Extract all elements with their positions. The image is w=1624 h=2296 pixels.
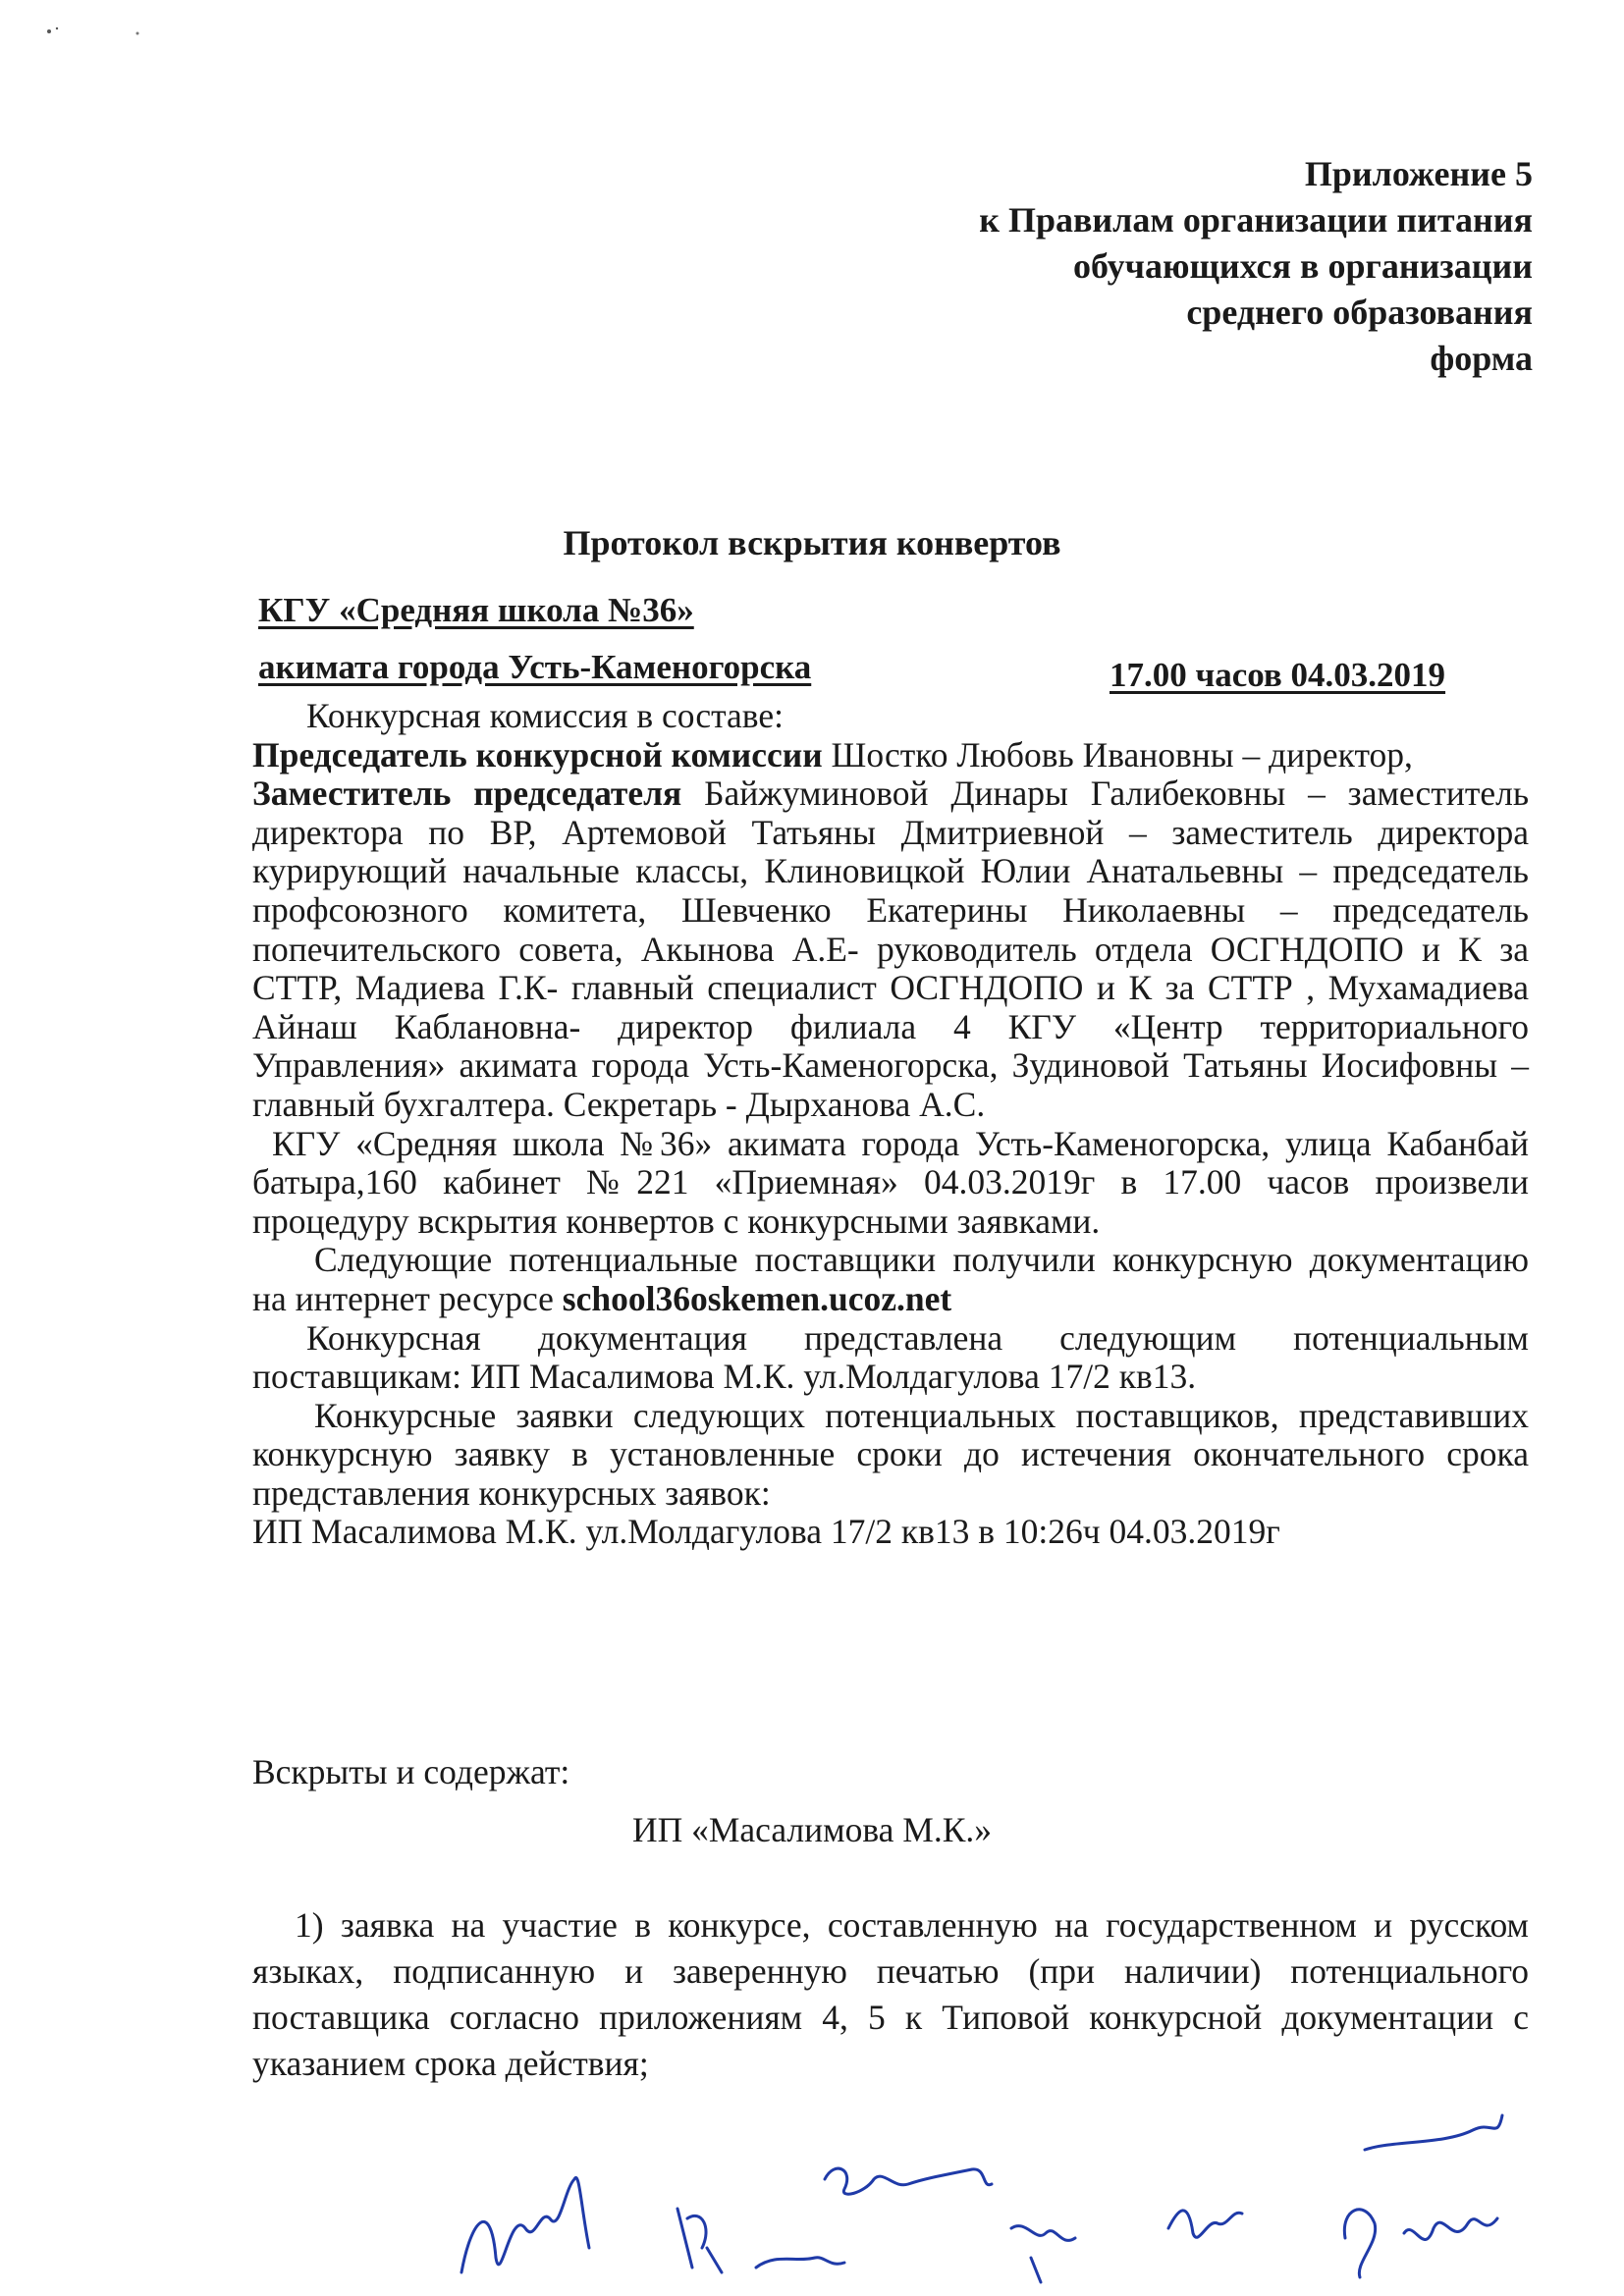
scan-artifact bbox=[39, 20, 177, 49]
opened-label: Вскрыты и содержат: bbox=[252, 1752, 570, 1791]
signature-8 bbox=[1344, 2210, 1497, 2277]
appendix-number: Приложение 5 bbox=[1304, 154, 1533, 193]
organization-akimat: акимата города Усть-Каменогорска bbox=[258, 648, 812, 686]
appendix-form: форма bbox=[1430, 339, 1533, 378]
signatures bbox=[0, 2061, 1624, 2296]
supplier-name: ИП «Масалимова М.К.» bbox=[631, 1810, 993, 1849]
chair-text: Шостко Любовь Ивановны – директор, bbox=[822, 734, 1413, 774]
item-1: 1) заявка на участие в конкурсе, составленную на государственном и русском языках, подписанную и заверенную печатью (при наличии) потенциального поставщика согласно приложениям 4, 5 к Типовой конкурсной документации с указанием срока действия; bbox=[252, 1905, 1529, 2083]
chair-label: Председатель конкурсной комиссии bbox=[252, 734, 823, 774]
commission-members bbox=[252, 736, 1529, 1125]
signature-6 bbox=[1168, 2211, 1242, 2237]
signature-4 bbox=[756, 2258, 844, 2268]
protocol-body bbox=[252, 697, 1529, 1552]
appendix-students: обучающихся в организации bbox=[1073, 246, 1533, 286]
procedure-paragraph: КГУ «Средняя школа №36» акимата города Усть-Каменогорска, улица Кабанбай батыра,160 кабинет №221 «Приемная» 04.03.2019г в 17.00 часов произвели процедуру вскрытия конвертов с конкурсными заявками. bbox=[252, 1123, 1529, 1241]
download-paragraph bbox=[252, 1241, 1529, 1318]
signature-3 bbox=[825, 2168, 992, 2194]
organization-name: КГУ «Средняя школа №36» bbox=[258, 591, 694, 629]
document-title: Протокол вскрытия конвертов bbox=[563, 523, 1061, 562]
commission-intro: Конкурсная комиссия в составе: bbox=[306, 696, 784, 735]
signature-7 bbox=[1365, 2115, 1502, 2150]
deputy-text: Байжуминовой Динары Галибековны – заместитель директора по ВР, Артемовой Татьяны Дмитриевной – заместитель директора курирующий начальные классы, Клиновицкой Юлии Анатальевны – председатель профсоюзного комитета, Шевченко Екатерины Николаевны – председатель попечительского совета, Акынова А.Е- руководитель отдела ОСГНДОПО и К за СТТР, Мадиева Г.К- главный специалист ОСГНДОПО и К за СТТР , Мухамадиева Айнаш Каблановна- директор филиала 4 КГУ «Центр территориального Управления» акимата города Усть-Каменогорска, Зудиновой Татьяны Иосифовны – главный бухгалтера. Секретарь - Дырханова А.С. bbox=[252, 774, 1530, 1124]
signature-2 bbox=[677, 2209, 722, 2272]
signature-1 bbox=[461, 2177, 589, 2272]
appendix-rules: к Правилам организации питания bbox=[979, 200, 1533, 240]
deputy-label: Заместитель председателя bbox=[252, 774, 682, 814]
signature-5 bbox=[1011, 2226, 1075, 2282]
protocol-datetime: 17.00 часов 04.03.2019 bbox=[1110, 656, 1446, 694]
application-entry: ИП Масалимова М.К. ул.Молдагулова 17/2 кв13 в 10:26ч 04.03.2019г bbox=[252, 1512, 1280, 1552]
download-text: Следующие потенциальные поставщики получили конкурсную документацию на интернет ресурсе bbox=[252, 1240, 1529, 1318]
appendix-education: среднего образования bbox=[1186, 293, 1533, 332]
presented-paragraph: Конкурсная документация представлена следующим потенциальным поставщикам: ИП Масалимова М.К. ул.Молдагулова 17/2 кв13. bbox=[252, 1317, 1529, 1397]
applications-paragraph: Конкурсные заявки следующих потенциальных поставщиков, представивших конкурсную заявку в установленные сроки до истечения окончательного срока представления конкурсных заявок: bbox=[252, 1395, 1529, 1513]
website-url: school36oskemen.ucoz.net bbox=[562, 1278, 952, 1318]
appendix-header bbox=[786, 151, 1533, 382]
